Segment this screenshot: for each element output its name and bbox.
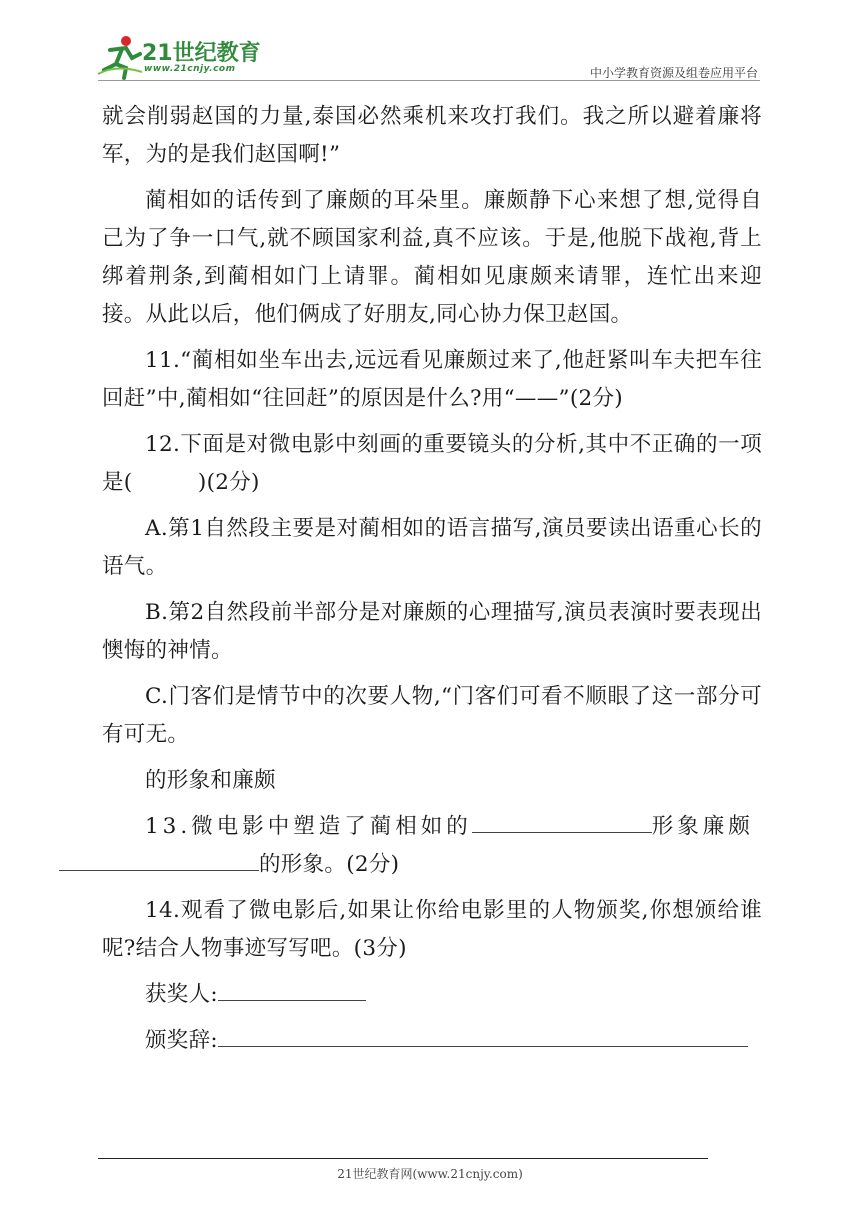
paragraph-1: 就会削弱赵国的力量,泰国必然乘机来攻打我们。我之所以避着廉将军，为的是我们赵国啊!” — [102, 104, 762, 167]
footer-divider — [98, 1158, 708, 1159]
logo-title: 21世纪教育 — [142, 41, 261, 66]
award-person-label: 获奖人: — [145, 982, 218, 1007]
question-13-part-c: 的形象。(2分) — [259, 852, 400, 877]
question-13 — [102, 808, 762, 884]
page-header — [0, 0, 860, 90]
question-12: 12.下面是对微电影中刻画的重要镜头的分析,其中不正确的一项是( )(2分) — [102, 432, 762, 495]
option-b: B.第2自然段前半部分是对廉颇的心理描写,演员表演时要表现出懊悔的神情。 — [102, 600, 762, 663]
question-11: 11.“蔺相如坐车出去,远远看见廉颇过来了,他赶紧叫车夫把车往回赶”中,蔺相如“往回赶”的原因是什么?用“——”(2分) — [102, 348, 762, 411]
answer-blank-2[interactable] — [59, 850, 259, 871]
question-14: 14.观看了微电影后,如果让你给电影里的人物颁奖,你想颁给谁呢?结合人物事迹写写吧。(3分) — [102, 898, 762, 961]
question-13-part-b: 形象廉颇 — [651, 814, 754, 839]
award-person-blank[interactable] — [218, 980, 366, 1001]
award-person-row — [102, 976, 762, 1014]
option-a: A.第1自然段主要是对蔺相如的语言描写,演员要读出语重心长的语气。 — [102, 516, 762, 579]
answer-blank-1[interactable] — [472, 812, 652, 833]
text-fragment: 的形象和廉颇 — [145, 768, 276, 793]
award-speech-blank[interactable] — [218, 1026, 748, 1047]
logo-url: www.21cnjy.com — [144, 64, 236, 74]
page-footer: 21世纪教育网(www.21cnjy.com) — [337, 1167, 523, 1181]
document-body — [102, 98, 762, 1068]
runner-logo-icon — [96, 34, 144, 80]
header-divider — [98, 80, 760, 81]
question-13-part-a: 13.微电影中塑造了蔺相如的 — [145, 814, 472, 839]
option-c: C.门客们是情节中的次要人物,“门客们可看不顺眼了这一部分可有可无。 — [102, 684, 762, 747]
platform-name: 中小学教育资源及组卷应用平台 — [589, 66, 758, 80]
award-speech-row — [102, 1022, 762, 1060]
paragraph-2: 蔺相如的话传到了廉颇的耳朵里。廉颇静下心来想了想,觉得自己为了争一口气,就不顾国家利益,真不应该。于是,他脱下战袍,背上绑着荆条,到蔺相如门上请罪。蔺相如见康颇来请罪，连忙出来迎接。从此以后，他们俩成了好朋友,同心协力保卫赵国。 — [102, 188, 762, 327]
award-speech-label: 颁奖辞: — [145, 1028, 218, 1053]
site-logo — [96, 34, 266, 80]
